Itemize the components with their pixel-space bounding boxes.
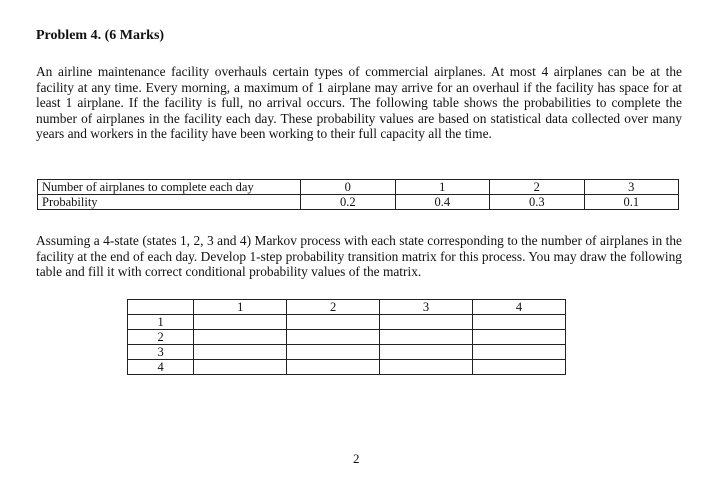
matrix-cell: [380, 330, 473, 345]
table-cell: 0.3: [490, 195, 585, 210]
table-row: [38, 195, 679, 210]
matrix-cell: [380, 345, 473, 360]
table-row: [128, 315, 566, 330]
page-number: 2: [353, 451, 360, 466]
column-header: 3: [380, 300, 473, 315]
table-cell: 0.2: [301, 195, 396, 210]
matrix-cell: [473, 345, 566, 360]
problem-title: Problem 4. (6 Marks): [36, 28, 165, 43]
matrix-cell: [194, 330, 287, 345]
matrix-cell: [287, 315, 380, 330]
probability-table: [37, 179, 679, 210]
matrix-cell: [380, 360, 473, 375]
transition-matrix-table: [127, 299, 566, 375]
table-cell: 0.4: [395, 195, 490, 210]
column-header: 4: [473, 300, 566, 315]
row-label-airplanes: Number of airplanes to complete each day: [38, 180, 301, 195]
matrix-cell: [473, 315, 566, 330]
row-header: 2: [128, 330, 194, 345]
table-cell: 1: [395, 180, 490, 195]
problem-question: Assuming a 4-state (states 1, 2, 3 and 4) Markov process with each state corresponding to the number of airplanes in the facility at the end of each day. Develop 1-step probability transition matrix for this process. You may draw the following table and fill it with correct conditional probability values of the matrix.: [36, 233, 682, 280]
column-header: 1: [194, 300, 287, 315]
row-header: 1: [128, 315, 194, 330]
matrix-corner-cell: [128, 300, 194, 315]
table-row: [128, 300, 566, 315]
table-row: [128, 360, 566, 375]
matrix-cell: [287, 345, 380, 360]
problem-intro: An airline maintenance facility overhauls certain types of commercial airplanes. At most 4 airplanes can be at the facility at any time. Every morning, a maximum of 1 airplane may arrive for an overhaul if the facility has space for at least 1 airplane. If the facility is full, no arrival occurs. The following table shows the probabilities to complete the number of airplanes in the facility each day. These probability values are based on statistical data collected over many years and workers in the facility have been working to their full capacity all the time.: [36, 64, 682, 142]
table-row: [38, 180, 679, 195]
matrix-cell: [380, 315, 473, 330]
row-header: 3: [128, 345, 194, 360]
column-header: 2: [287, 300, 380, 315]
table-cell: 2: [490, 180, 585, 195]
table-cell: 3: [584, 180, 679, 195]
table-row: [128, 345, 566, 360]
row-label-probability: Probability: [38, 195, 301, 210]
table-cell: 0.1: [584, 195, 679, 210]
matrix-cell: [194, 345, 287, 360]
row-header: 4: [128, 360, 194, 375]
matrix-cell: [473, 360, 566, 375]
matrix-cell: [287, 330, 380, 345]
matrix-cell: [194, 315, 287, 330]
matrix-cell: [473, 330, 566, 345]
matrix-cell: [287, 360, 380, 375]
table-cell: 0: [301, 180, 396, 195]
matrix-cell: [194, 360, 287, 375]
table-row: [128, 330, 566, 345]
